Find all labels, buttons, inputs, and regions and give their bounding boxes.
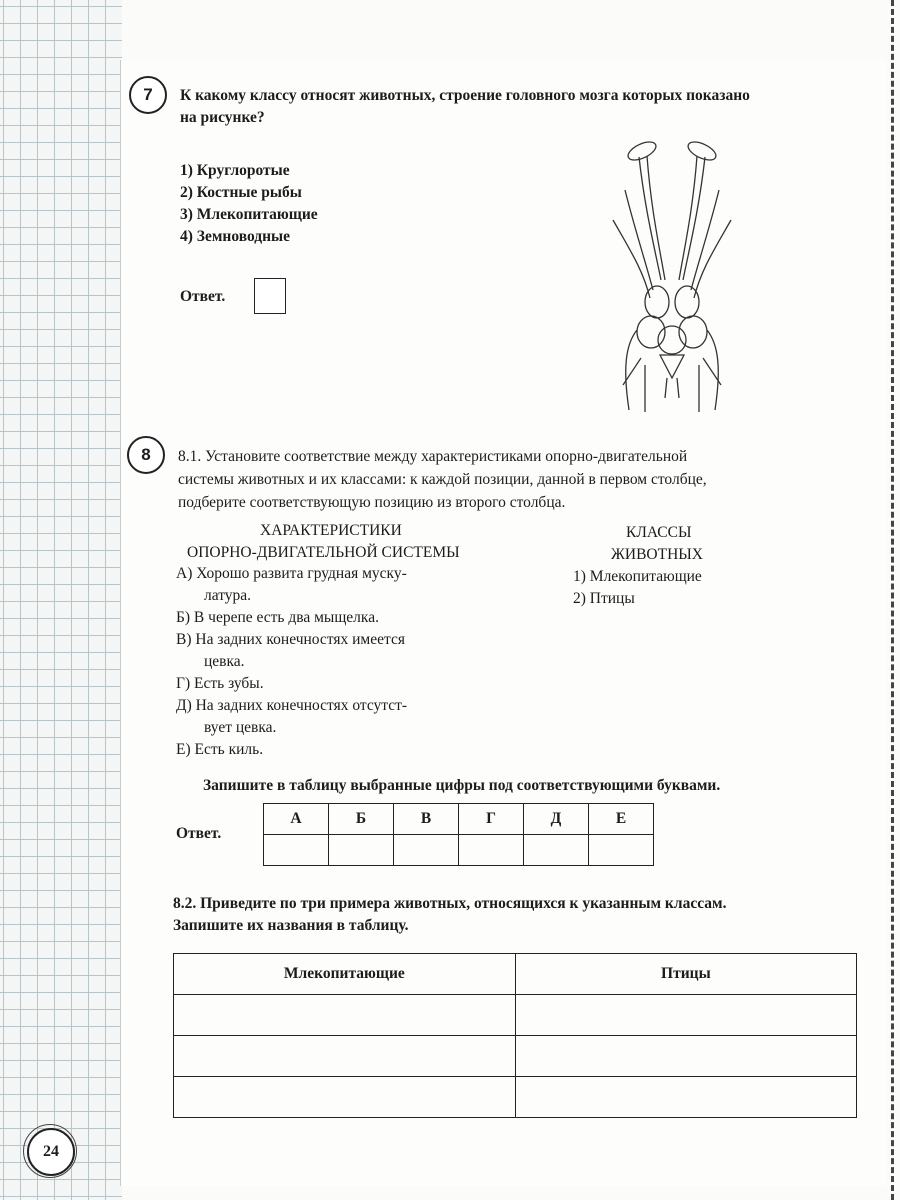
q7-text-line2: на рисунке? [180,109,265,126]
bird-cell[interactable] [515,1036,856,1077]
answer-cell-g[interactable] [459,835,524,866]
characteristic-b: Б) В черепе есть два мыщелка. [176,609,379,626]
q8-answer-label: Ответ. [176,825,222,842]
examples-row [174,995,857,1036]
characteristics-header-1: ХАРАКТЕРИСТИКИ [260,522,402,539]
answer-cell-a[interactable] [264,835,329,866]
mammal-cell[interactable] [174,995,516,1036]
examples-header-row [174,954,857,995]
mammal-cell[interactable] [174,1077,516,1118]
answer-table [263,803,654,866]
q7-text-line1: К какому классу относят животных, строение головного мозга которых показано [180,87,750,104]
examples-table [173,953,857,1118]
characteristic-v-line2: цевка. [204,653,245,670]
answer-cell-b[interactable] [329,835,394,866]
classes-header-2: ЖИВОТНЫХ [611,546,703,563]
answer-table-header-row [264,804,654,835]
q8-intro-line3: подберите соответствующую позицию из второго столбца. [178,494,566,511]
bird-cell[interactable] [515,995,856,1036]
answer-table-input-row [264,835,654,866]
characteristic-e: Е) Есть киль. [176,741,264,758]
q8-intro-line2: системы животных и их классами: к каждой позиции, данной в первом столбце, [178,471,707,488]
characteristic-a-line2: латура. [204,587,252,604]
page-number: 24 [27,1128,75,1176]
letter-e: Е [589,804,654,835]
header-mammals: Млекопитающие [174,954,516,995]
answer-cell-v[interactable] [394,835,459,866]
letter-d: Д [524,804,589,835]
class-1: 1) Млекопитающие [573,568,702,585]
q7-answer-label: Ответ. [180,288,226,305]
examples-row [174,1077,857,1118]
answer-cell-e[interactable] [589,835,654,866]
answer-cell-d[interactable] [524,835,589,866]
mammal-cell[interactable] [174,1036,516,1077]
question-number-8: 8 [127,436,165,474]
cut-line [891,0,894,1200]
q8-intro-line1: 8.1. Установите соответствие между характеристиками опорно-двигательной [178,448,688,465]
letter-a: А [264,804,329,835]
examples-row [174,1036,857,1077]
characteristics-header-2: ОПОРНО-ДВИГАТЕЛЬНОЙ СИСТЕМЫ [187,544,460,561]
header-birds: Птицы [515,954,856,995]
table-instruction: Запишите в таблицу выбранные цифры под соответствующими буквами. [203,777,721,794]
q7-option-4: 4) Земноводные [180,228,291,245]
brain-drawing [605,130,735,420]
q7-option-3: 3) Млекопитающие [180,206,318,223]
characteristic-g: Г) Есть зубы. [176,675,264,692]
q7-option-1: 1) Круглоротые [180,162,290,179]
characteristic-v-line1: В) На задних конечностях имеется [176,631,405,648]
characteristic-a-line1: А) Хорошо развита грудная муску- [176,565,407,582]
q7-answer-box[interactable] [254,278,286,314]
characteristic-d-line2: вует цевка. [204,719,277,736]
part2-line2: Запишите их названия в таблицу. [173,917,409,934]
bird-cell[interactable] [515,1077,856,1118]
characteristic-d-line1: Д) На задних конечностях отсутст- [176,697,408,714]
letter-v: В [394,804,459,835]
letter-g: Г [459,804,524,835]
question-number-7: 7 [129,76,167,114]
class-2: 2) Птицы [573,590,635,607]
part2-line1: 8.2. Приведите по три примера животных, относящихся к указанным классам. [173,895,727,912]
classes-header-1: КЛАССЫ [626,524,692,541]
graph-paper-margin [0,0,122,1200]
letter-b: Б [329,804,394,835]
q7-option-2: 2) Костные рыбы [180,184,302,201]
